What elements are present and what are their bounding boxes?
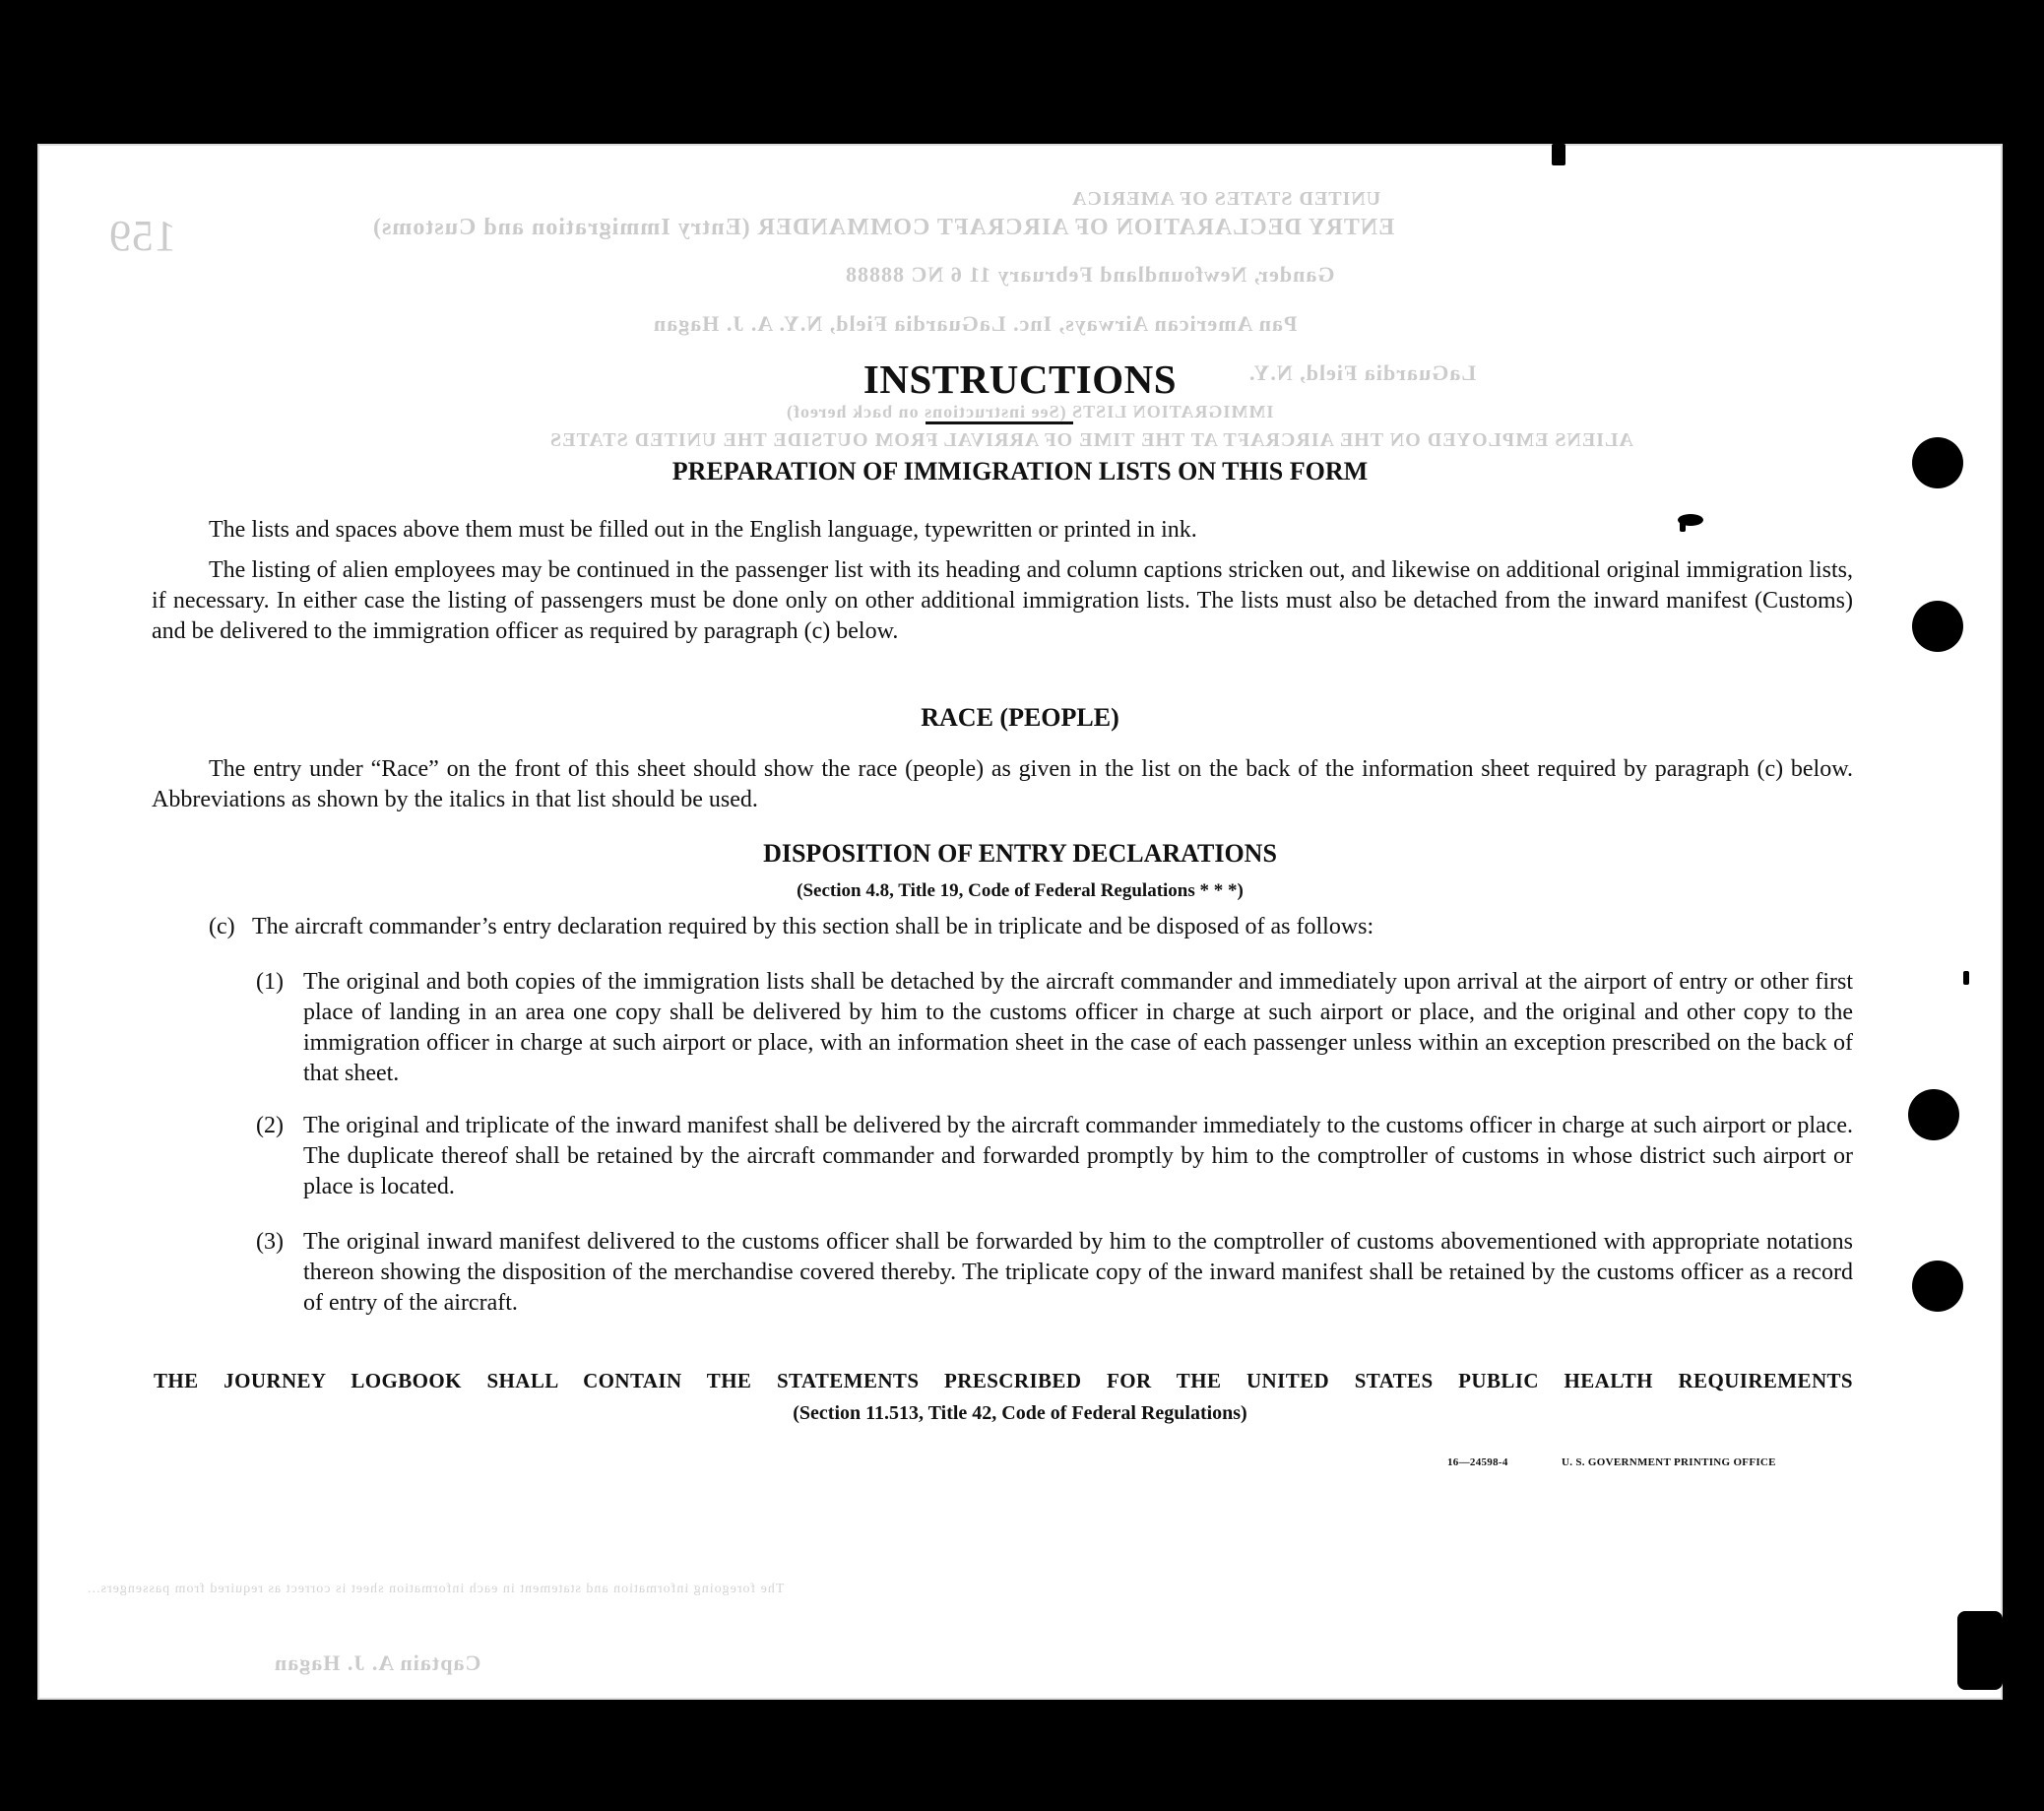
bleed-line-2: ENTRY DECLARATION OF AIRCRAFT COMMANDER (Entry Immigration and Customs) (372, 215, 1395, 240)
paragraph-language: The lists and spaces above them must be filled out in the English language, typewritten or printed in ink. (209, 517, 1197, 543)
bleed-line-8: The foregoing information and statement in each information sheet is correct as required from passengers... (87, 1582, 785, 1596)
item-number-2: (2) (256, 1113, 284, 1138)
paragraph-alien-employees: The listing of alien employees may be continued in the passenger list with its heading and column captions stricken out, and likewise on additional original immigration lists, if necessary. In either case the listing of passengers must be done only on other additional immigration lists. The lists must also be detached from the inward manifest (Customs) and be delivered to the immigration officer as required by paragraph (c) below. (152, 557, 1853, 644)
item-text-3: The original inward manifest delivered to the customs officer shall be forwarded by him to the comptroller of customs abovementioned with appropriate notations thereon showing the disposition of the merchandise covered thereby. The triplicate copy of the inward manifest shall be retained by the customs officer as a record of entry of the aircraft. (303, 1229, 1853, 1316)
bleed-form-number: 159 (108, 212, 176, 260)
item-text-2: The original and triplicate of the inward manifest shall be delivered by the aircraft commander immediately to the customs officer in charge at such airport or place. The duplicate thereof shall be retained by the aircraft commander and forwarded promptly by him to the comptroller of customs in whose district such airport or place is located. (303, 1113, 1853, 1199)
page-title: INSTRUCTIONS (862, 356, 1178, 402)
section-heading-race: RACE (PEOPLE) (921, 703, 1119, 732)
ink-speck (1552, 144, 1565, 165)
paragraph-race: The entry under “Race” on the front of this sheet should show the race (people) as given in the list on the back of the information sheet required by paragraph (c) below. Abbreviations as shown by the italics in that list should be used. (152, 756, 1853, 812)
title-underline (926, 421, 1073, 424)
binder-hole (1912, 1261, 1963, 1312)
bleed-line-4: Pan American Airways, Inc. LaGuardia Field, N.Y. A. J. Hagan (653, 311, 1298, 336)
item-text-1: The original and both copies of the immigration lists shall be detached by the aircraft commander and immediately upon arrival at the airport of entry or other first place of landing in an area one copy shall be delivered by him to the customs officer in charge at such airport or place, and the original and other copy to the immigration officer in charge at such airport or place, with an information sheet in the case of each passenger unless within an exception prescribed on the back of that sheet. (303, 969, 1853, 1086)
bleed-line-1: UNITED STATES OF AMERICA (1071, 188, 1381, 210)
bleed-line-6: IMMIGRATION LISTS (See instructions on back hereof) (786, 402, 1274, 421)
binder-hole (1912, 601, 1963, 652)
document-page (37, 144, 2003, 1700)
section-heading-preparation: PREPARATION OF IMMIGRATION LISTS ON THIS FORM (671, 457, 1369, 485)
paragraph-c-intro: The aircraft commander’s entry declaration required by this section shall be in triplicate and be disposed of as follows: (252, 914, 1374, 939)
bleed-line-3: Gander, Newfoundland February 11 6 NC 88888 (845, 262, 1335, 287)
item-number-3: (3) (256, 1229, 284, 1255)
binder-hole (1908, 1089, 1959, 1140)
public-health-citation: (Section 11.513, Title 42, Code of Federal Regulations) (793, 1402, 1247, 1424)
ink-speck (1957, 1611, 2003, 1690)
paragraph-label-c: (c) (209, 914, 235, 939)
regulation-citation: (Section 4.8, Title 19, Code of Federal Regulations * * *) (797, 880, 1244, 901)
section-heading-disposition: DISPOSITION OF ENTRY DECLARATIONS (763, 839, 1277, 868)
ink-speck (1963, 971, 1969, 985)
item-number-1: (1) (256, 969, 284, 995)
form-number: 16—24598-4 (1447, 1456, 1508, 1468)
printer-imprint: U. S. GOVERNMENT PRINTING OFFICE (1562, 1456, 1776, 1468)
public-health-requirement: THE JOURNEY LOGBOOK SHALL CONTAIN THE STATEMENTS PRESCRIBED FOR THE UNITED STATES PUBLIC HEALTH REQUIREMENTS (154, 1369, 1853, 1392)
bleed-line-5: LaGuardia Field, N.Y. (1248, 360, 1477, 385)
bleed-line-7: ALIENS EMPLOYED ON THE AIRCRAFT AT THE TIME OF ARRIVAL FROM OUTSIDE THE UNITED STATES (549, 429, 1633, 451)
bleed-line-9: Captain A. J. Hagan (274, 1650, 481, 1675)
